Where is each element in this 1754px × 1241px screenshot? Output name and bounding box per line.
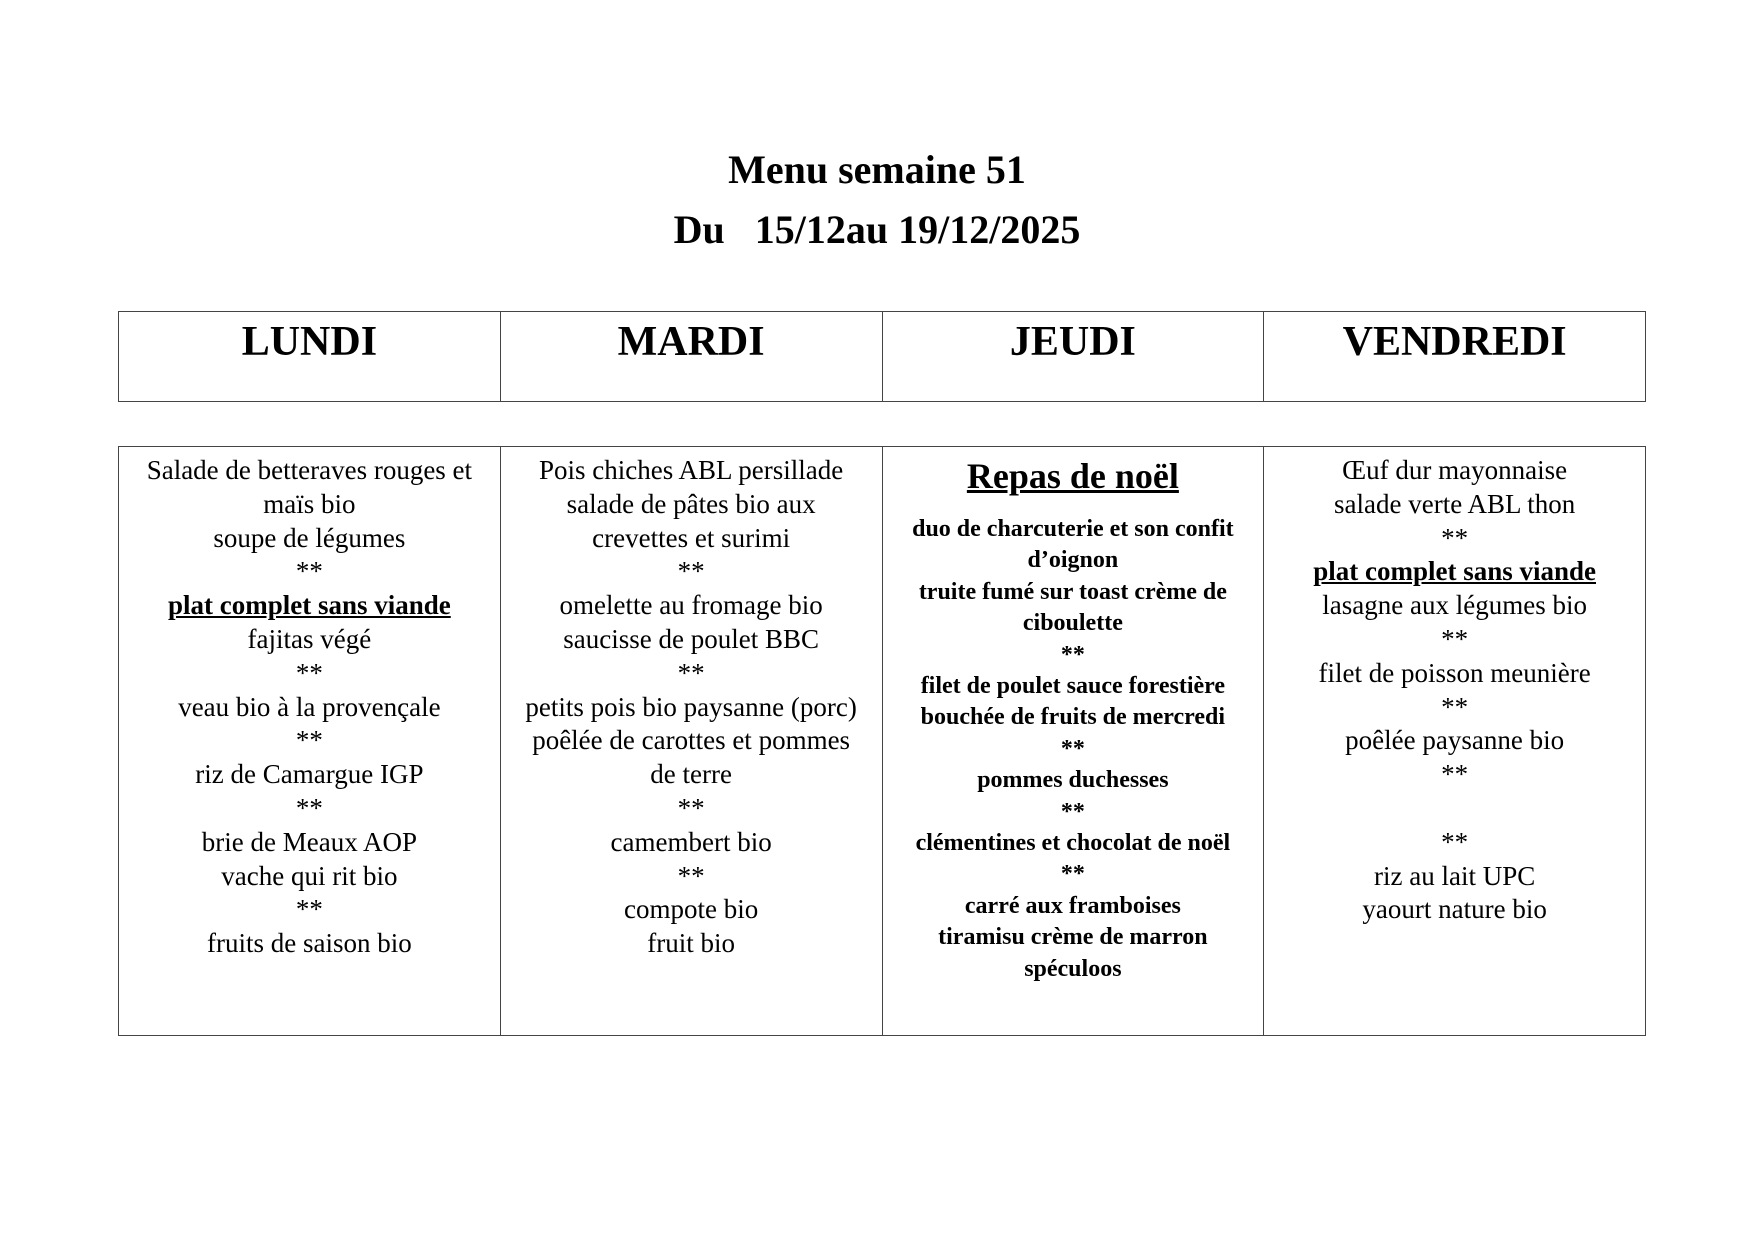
menu-table (118, 446, 1646, 1036)
menu-item: petits pois bio paysanne (porc) (525, 691, 857, 722)
day-header-mardi: MARDI (500, 312, 882, 402)
menu-item: fruit bio (647, 928, 735, 959)
menu-item: filet de poisson meunière (1318, 657, 1591, 688)
christmas-meal-title (883, 454, 1264, 498)
menu-separator: ** (1441, 759, 1469, 790)
day-header-table (118, 311, 1646, 402)
menu-separator: ** (1441, 623, 1469, 654)
menu-row (119, 447, 1646, 1036)
menu-item: Œuf dur mayonnaise (1342, 455, 1568, 485)
menu-separator: ** (677, 860, 705, 891)
menu-item: duo de charcuterie et son confit (912, 516, 1234, 542)
menu-item: carré aux framboises (964, 892, 1181, 919)
menu-separator: ** (1060, 641, 1085, 668)
menu-item: poêlée paysanne bio (1345, 725, 1565, 756)
menu-item: filet de poulet sauce forestière (920, 673, 1226, 700)
menu-item: fruits de saison bio (207, 928, 412, 959)
menu-item: pommes duchesses (977, 767, 1169, 794)
menu-item: poêlée de carottes et pommes (532, 725, 851, 756)
menu-item: tiramisu crème de marron (938, 924, 1208, 951)
menu-item: spéculoos (1024, 955, 1122, 982)
menu-item: omelette au fromage bio (559, 590, 823, 621)
menu-separator: ** (1060, 861, 1085, 888)
menu-empty-line (1264, 792, 1645, 826)
menu-item: camembert bio (610, 826, 772, 857)
menu-item: riz de Camargue IGP (195, 759, 424, 790)
menu-separator: ** (295, 556, 323, 587)
menu-item: Salade de betteraves rouges et (146, 455, 473, 485)
christmas-meal-title-text: Repas de noël (966, 456, 1179, 496)
menu-separator: ** (1441, 826, 1469, 857)
menu-item: salade verte ABL thon (1334, 488, 1576, 519)
menu-cell-mardi (500, 447, 882, 1036)
menu-highlight-text: plat complet sans viande (1313, 556, 1597, 587)
menu-item: brie de Meaux AOP (201, 826, 417, 857)
menu-separator: ** (295, 725, 323, 756)
menu-separator: ** (295, 657, 323, 688)
day-header-jeudi: JEUDI (882, 312, 1264, 402)
menu-item: compote bio (624, 894, 759, 925)
menu-item: vache qui rit bio (221, 860, 398, 891)
menu-highlight-no-meat (119, 589, 500, 623)
day-header-lundi: LUNDI (119, 312, 501, 402)
menu-separator: ** (677, 556, 705, 587)
menu-separator: ** (1060, 735, 1085, 762)
menu-item: crevettes et surimi (592, 522, 791, 553)
menu-item: clémentines et chocolat de noël (915, 830, 1231, 857)
menu-item: ciboulette (1022, 610, 1123, 637)
menu-highlight-text: plat complet sans viande (167, 590, 451, 621)
menu-item: bouchée de fruits de mercredi (920, 704, 1226, 731)
menu-separator: ** (1441, 522, 1469, 553)
day-header-row (119, 312, 1646, 402)
menu-separator: ** (295, 894, 323, 925)
menu-item: veau bio à la provençale (178, 691, 441, 722)
menu-separator: ** (295, 792, 323, 823)
menu-item: truite fumé sur toast crème de (918, 578, 1227, 605)
menu-separator: ** (1060, 798, 1085, 825)
date-range: Du 15/12au 19/12/2025 (673, 207, 1081, 252)
menu-item: fajitas végé (247, 623, 372, 654)
menu-item: de terre (650, 759, 732, 790)
menu-separator: ** (677, 657, 705, 688)
menu-item: maïs bio (263, 488, 356, 519)
menu-item: lasagne aux légumes bio (1322, 590, 1587, 621)
menu-item: d’oignon (1027, 547, 1119, 574)
menu-item: salade de pâtes bio aux (566, 488, 816, 519)
menu-cell-lundi (119, 447, 501, 1036)
menu-item: saucisse de poulet BBC (563, 623, 819, 654)
page-title: Menu semaine 51 (728, 147, 1026, 192)
menu-separator: ** (677, 792, 705, 823)
day-header-vendredi: VENDREDI (1264, 312, 1646, 402)
menu-separator: ** (1441, 691, 1469, 722)
menu-item: soupe de légumes (213, 522, 406, 553)
menu-item: Pois chiches ABL persillade (539, 455, 844, 485)
menu-cell-vendredi (1264, 447, 1646, 1036)
menu-cell-jeudi (882, 447, 1264, 1036)
menu-item: yaourt nature bio (1362, 894, 1547, 925)
menu-item: riz au lait UPC (1374, 860, 1536, 891)
menu-highlight-no-meat (1264, 555, 1645, 589)
